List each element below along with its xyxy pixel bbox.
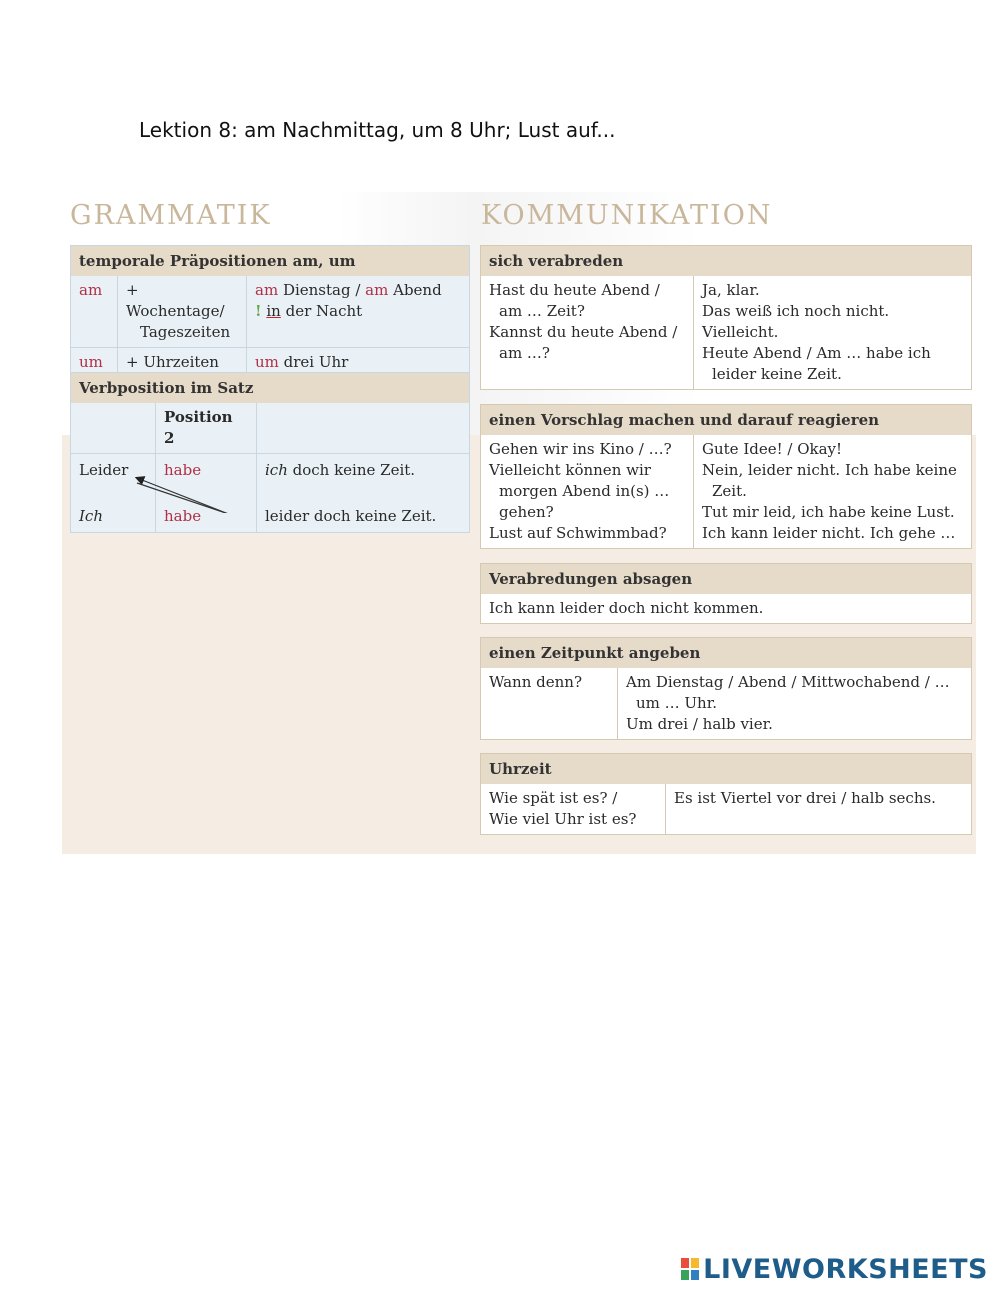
verabreden-box bbox=[480, 245, 972, 390]
prep-um-usage: + Uhrzeiten bbox=[118, 348, 247, 378]
verabreden-answers: Ja, klar. Das weiß ich noch nicht. Vielleicht. Heute Abend / Am … habe ich leider keine Zeit. bbox=[702, 281, 931, 383]
verabreden-questions: Hast du heute Abend / am … Zeit? Kannst du heute Abend / am …? bbox=[481, 276, 694, 389]
vorschlag-suggestions: Gehen wir ins Kino / …? Vielleicht können wir morgen Abend in(s) … gehen? Lust auf Schwimmbad? bbox=[481, 435, 694, 548]
exclamation-icon: ! bbox=[255, 302, 262, 320]
verb-position-grid bbox=[71, 403, 469, 532]
table-row bbox=[481, 276, 971, 389]
logo-text: LIVEWORKSHEETS bbox=[703, 1254, 988, 1285]
page-title: Lektion 8: am Nachmittag, um 8 Uhr; Lust auf... bbox=[139, 118, 616, 142]
prep-am: am bbox=[71, 276, 118, 348]
prep-um-example: um drei Uhr bbox=[255, 353, 349, 371]
verb-habe-1: habe bbox=[156, 454, 257, 503]
arrow-line bbox=[137, 483, 261, 513]
uhrzeit-box bbox=[480, 753, 972, 835]
rest-2: leider doch keine Zeit. bbox=[265, 507, 437, 525]
word-leider: Leider bbox=[71, 454, 156, 503]
swap-arrows-icon bbox=[71, 403, 469, 513]
prepositions-box bbox=[70, 245, 470, 378]
prep-um: um bbox=[71, 348, 118, 378]
kommunikation-heading: KOMMUNIKATION bbox=[481, 200, 773, 231]
position-2-label: Position 2 bbox=[156, 403, 257, 454]
grammatik-heading: GRAMMATIK bbox=[70, 200, 272, 231]
zeitpunkt-question: Wann denn? bbox=[481, 668, 618, 739]
prep-am-example: am Dienstag / am Abend ! in der Nacht bbox=[247, 276, 470, 348]
word-ich: Ich bbox=[71, 502, 156, 532]
verb-position-header: Verbposition im Satz bbox=[71, 373, 469, 403]
rest-1: ich doch keine Zeit. bbox=[265, 461, 416, 479]
vorschlag-box bbox=[480, 404, 972, 549]
zeitpunkt-header: einen Zeitpunkt angeben bbox=[481, 638, 971, 668]
zeitpunkt-answers: Am Dienstag / Abend / Mittwochabend / … um … Uhr. Um drei / halb vier. bbox=[626, 673, 950, 733]
logo-mark-icon bbox=[681, 1258, 699, 1280]
uhrzeit-questions: Wie spät ist es? / Wie viel Uhr ist es? bbox=[481, 784, 666, 834]
verb-habe-2: habe bbox=[156, 502, 257, 532]
table-row bbox=[481, 668, 971, 739]
zeitpunkt-box bbox=[480, 637, 972, 740]
table-row bbox=[481, 784, 971, 834]
table-row bbox=[481, 435, 971, 548]
verb-position-box bbox=[70, 372, 470, 533]
absagen-header: Verabredungen absagen bbox=[481, 564, 971, 594]
table-row bbox=[71, 276, 469, 348]
vorschlag-reactions: Gute Idee! / Okay! Nein, leider nicht. Ich habe keine Zeit. Tut mir leid, ich habe keine Lust. Ich kann leider nicht. Ich gehe … bbox=[702, 440, 957, 542]
absagen-text: Ich kann leider doch nicht kommen. bbox=[489, 599, 764, 617]
prepositions-header: temporale Präpositionen am, um bbox=[71, 246, 469, 276]
verabreden-header: sich verabreden bbox=[481, 246, 971, 276]
prepositions-table bbox=[71, 276, 469, 377]
uhrzeit-answer: Es ist Viertel vor drei / halb sechs. bbox=[674, 789, 936, 807]
liveworksheets-logo[interactable] bbox=[681, 1254, 988, 1285]
absagen-box bbox=[480, 563, 972, 624]
uhrzeit-header: Uhrzeit bbox=[481, 754, 971, 784]
arrow-line bbox=[137, 478, 259, 513]
table-row bbox=[481, 594, 971, 623]
vorschlag-header: einen Vorschlag machen und darauf reagieren bbox=[481, 405, 971, 435]
prep-am-usage: + Wochentage/ Tageszeiten bbox=[118, 276, 247, 348]
